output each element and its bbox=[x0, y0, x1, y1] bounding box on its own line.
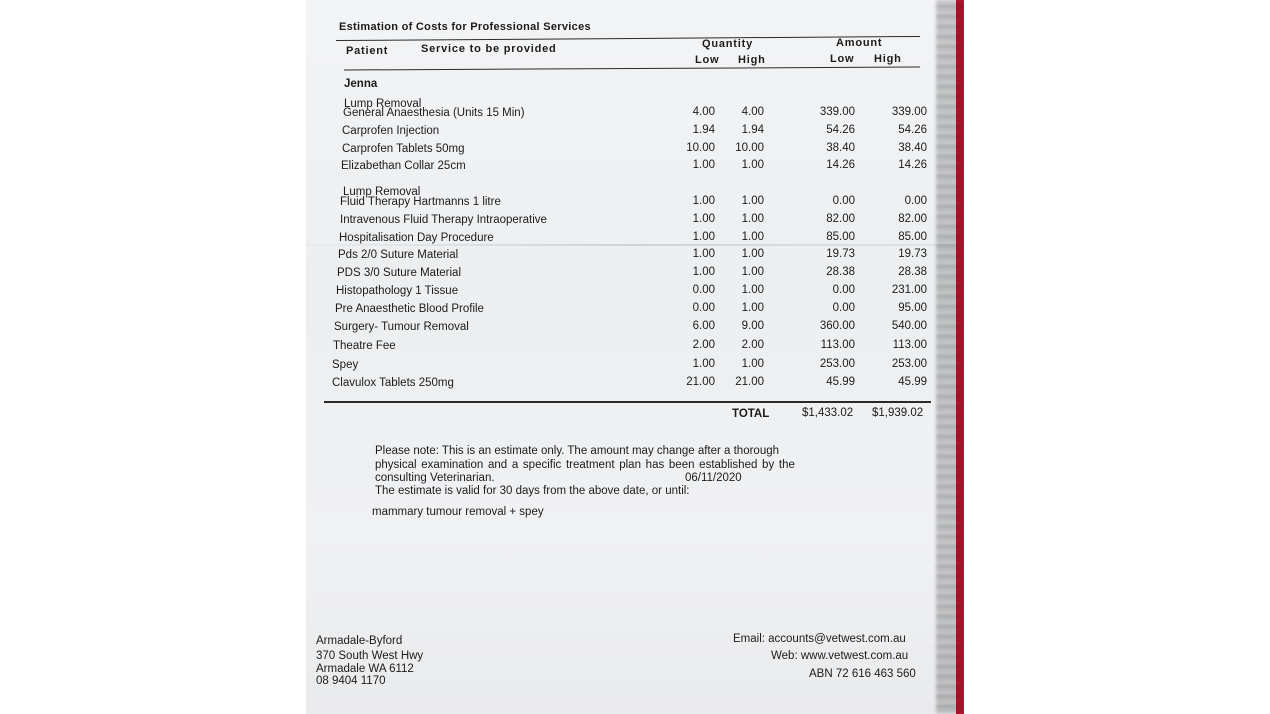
cell-amt-low: 38.40 bbox=[826, 142, 855, 154]
cell-amt-high: 231.00 bbox=[891, 284, 927, 296]
photo-frame bbox=[306, 0, 964, 714]
cell-amt-low: 253.00 bbox=[819, 358, 855, 370]
patient-name: Jenna bbox=[344, 78, 378, 90]
cell-amt-low: 82.00 bbox=[826, 213, 855, 225]
cell-amt-high: 540.00 bbox=[891, 320, 927, 332]
cell-qty-low: 1.00 bbox=[692, 358, 715, 370]
header-patient: Patient bbox=[346, 45, 389, 57]
cell-amt-low: 0.00 bbox=[832, 302, 855, 314]
header-bottom-rule bbox=[344, 66, 920, 70]
header-amt-low: Low bbox=[830, 53, 855, 65]
cell-qty-low: 0.00 bbox=[692, 284, 715, 296]
total-low: $1,433.02 bbox=[802, 407, 854, 419]
cell-amt-low: 85.00 bbox=[826, 231, 855, 243]
cell-qty-low: 4.00 bbox=[692, 106, 715, 118]
cell-amt-high: 19.73 bbox=[898, 248, 927, 260]
estimate-description: mammary tumour removal + spey bbox=[372, 506, 544, 518]
cell-qty-high: 1.00 bbox=[741, 213, 764, 225]
document-title: Estimation of Costs for Professional Services bbox=[339, 21, 591, 33]
address-line-3: Armadale WA 6112 bbox=[316, 663, 414, 675]
service-name: Hospitalisation Day Procedure bbox=[339, 232, 494, 244]
cell-qty-low: 2.00 bbox=[692, 339, 715, 351]
service-name: Spey bbox=[332, 359, 359, 371]
cell-amt-low: 28.38 bbox=[826, 266, 855, 278]
cell-amt-low: 339.00 bbox=[819, 106, 855, 118]
cell-qty-high: 2.00 bbox=[741, 339, 764, 351]
cell-qty-low: 1.00 bbox=[692, 213, 715, 225]
header-service: Service to be provided bbox=[421, 43, 557, 55]
cell-qty-high: 1.00 bbox=[741, 248, 764, 260]
cell-amt-low: 0.00 bbox=[832, 195, 855, 207]
cell-amt-low: 45.99 bbox=[826, 376, 855, 388]
cell-qty-low: 1.00 bbox=[692, 159, 715, 171]
footer-abn: ABN 72 616 463 560 bbox=[809, 668, 916, 680]
cell-qty-low: 21.00 bbox=[686, 376, 715, 388]
cell-amt-high: 85.00 bbox=[898, 231, 927, 243]
service-name: PDS 3/0 Suture Material bbox=[337, 267, 462, 279]
header-top-rule bbox=[336, 36, 920, 41]
total-rule bbox=[324, 401, 931, 403]
cell-qty-low: 0.00 bbox=[692, 302, 715, 314]
header-qty-high: High bbox=[738, 54, 766, 66]
cell-qty-high: 1.00 bbox=[741, 302, 764, 314]
cell-amt-high: 38.40 bbox=[898, 142, 927, 154]
cell-amt-high: 28.38 bbox=[898, 266, 927, 278]
note-date: 06/11/2020 bbox=[685, 472, 742, 484]
cell-amt-low: 360.00 bbox=[819, 320, 855, 332]
cell-amt-low: 19.73 bbox=[826, 248, 855, 260]
cell-amt-low: 113.00 bbox=[820, 339, 855, 351]
cell-qty-low: 6.00 bbox=[692, 320, 715, 332]
footer-email: Email: accounts@vetwest.com.au bbox=[733, 633, 906, 645]
cell-qty-low: 10.00 bbox=[686, 142, 715, 154]
group-label-1: Lump Removal bbox=[344, 98, 422, 110]
phone-number: 08 9404 1170 bbox=[316, 675, 386, 687]
service-name: Carprofen Tablets 50mg bbox=[342, 143, 465, 155]
header-amount: Amount bbox=[836, 37, 883, 49]
header-amt-high: High bbox=[874, 53, 902, 65]
total-high: $1,939.02 bbox=[872, 407, 924, 419]
service-name: Theatre Fee bbox=[333, 340, 396, 352]
service-name: Fluid Therapy Hartmanns 1 litre bbox=[340, 196, 501, 208]
cell-amt-low: 54.26 bbox=[826, 124, 855, 136]
cell-amt-low: 0.00 bbox=[832, 284, 855, 296]
cell-qty-high: 1.00 bbox=[741, 231, 764, 243]
cell-amt-high: 54.26 bbox=[898, 124, 927, 136]
address-line-1: Armadale-Byford bbox=[316, 635, 403, 647]
cell-amt-low: 14.26 bbox=[826, 159, 855, 171]
cell-qty-high: 1.00 bbox=[741, 266, 764, 278]
note-line-3: consulting Veterinarian. bbox=[375, 472, 495, 484]
cell-amt-high: 339.00 bbox=[891, 106, 927, 118]
note-line-2: physical examination and a specific treatment plan has been established by the bbox=[375, 459, 795, 471]
address-line-2: 370 South West Hwy bbox=[316, 650, 424, 662]
service-name: Elizabethan Collar 25cm bbox=[341, 160, 466, 172]
service-name: General Anaesthesia (Units 15 Min) bbox=[343, 107, 525, 119]
cell-amt-high: 0.00 bbox=[904, 195, 927, 207]
service-name: Intravenous Fluid Therapy Intraoperative bbox=[340, 214, 547, 226]
page-edge-shadow bbox=[936, 0, 964, 714]
header-quantity: Quantity bbox=[702, 38, 754, 50]
service-name: Surgery- Tumour Removal bbox=[334, 321, 469, 333]
cell-amt-high: 113.00 bbox=[892, 339, 927, 351]
cell-qty-high: 1.94 bbox=[741, 124, 764, 136]
cell-amt-high: 14.26 bbox=[898, 159, 927, 171]
cell-qty-high: 1.00 bbox=[741, 195, 764, 207]
estimate-paper bbox=[306, 0, 956, 714]
group-label-2: Lump Removal bbox=[343, 186, 421, 198]
cell-qty-low: 1.00 bbox=[692, 266, 715, 278]
total-label: TOTAL bbox=[732, 408, 770, 420]
service-name: Histopathology 1 Tissue bbox=[336, 285, 459, 297]
cell-qty-high: 1.00 bbox=[741, 284, 764, 296]
cell-qty-high: 1.00 bbox=[741, 358, 764, 370]
cell-qty-high: 21.00 bbox=[735, 376, 764, 388]
paper-fold bbox=[306, 244, 956, 246]
service-name: Pre Anaesthetic Blood Profile bbox=[335, 303, 484, 315]
cell-qty-low: 1.00 bbox=[692, 231, 715, 243]
footer-web: Web: www.vetwest.com.au bbox=[771, 650, 909, 662]
header-qty-low: Low bbox=[695, 54, 720, 66]
cell-amt-high: 82.00 bbox=[898, 213, 927, 225]
cell-qty-high: 1.00 bbox=[741, 159, 764, 171]
cell-amt-high: 45.99 bbox=[898, 376, 927, 388]
cell-qty-low: 1.00 bbox=[692, 195, 715, 207]
cell-qty-low: 1.00 bbox=[692, 248, 715, 260]
cell-qty-high: 9.00 bbox=[741, 320, 764, 332]
note-line-1: Please note: This is an estimate only. The amount may change after a thorough bbox=[375, 445, 780, 457]
service-name: Carprofen Injection bbox=[342, 125, 440, 137]
cell-qty-high: 10.00 bbox=[735, 142, 764, 154]
cell-amt-high: 253.00 bbox=[891, 358, 927, 370]
note-validity: The estimate is valid for 30 days from the above date, or until: bbox=[375, 485, 690, 497]
cell-qty-low: 1.94 bbox=[692, 124, 715, 136]
cell-qty-high: 4.00 bbox=[741, 106, 764, 118]
service-name: Clavulox Tablets 250mg bbox=[332, 377, 454, 389]
cell-amt-high: 95.00 bbox=[898, 302, 927, 314]
service-name: Pds 2/0 Suture Material bbox=[338, 249, 459, 261]
